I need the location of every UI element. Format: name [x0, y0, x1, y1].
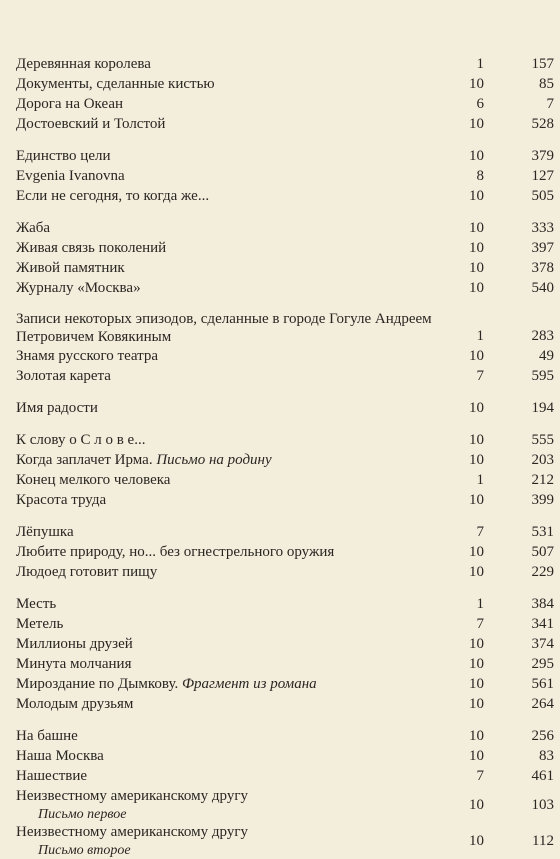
group-divider: [16, 582, 560, 594]
entry-title: [16, 614, 446, 634]
index-entry: [16, 450, 560, 470]
index-entry: [16, 562, 560, 582]
group-divider: [16, 418, 560, 430]
index-entry: [16, 238, 560, 258]
volume-number: 10: [469, 76, 484, 92]
entry-title-text: Если не сегодня, то когда же...: [16, 188, 210, 204]
index-entry: [16, 614, 560, 634]
page-number: 531: [531, 524, 554, 540]
page-number: 194: [531, 400, 554, 416]
volume-number: 7: [476, 768, 484, 784]
index-entry: [16, 594, 560, 614]
entry-title-text: Документы, сделанные кистью: [16, 76, 215, 92]
entry-title: [16, 766, 446, 786]
volume-number: 10: [469, 188, 484, 204]
index-entry: [16, 346, 560, 366]
page-number: 157: [531, 56, 554, 72]
volume-number: 10: [469, 148, 484, 164]
entry-title: [16, 634, 446, 654]
entry-title: [16, 258, 446, 278]
page-number: 7: [546, 96, 554, 112]
page-number: 283: [531, 328, 554, 344]
entry-title-text: Лёпушка: [16, 524, 74, 540]
volume-number: 10: [469, 676, 484, 692]
page-number: 461: [531, 768, 554, 784]
volume-number: 10: [469, 492, 484, 508]
group-divider: [16, 134, 560, 146]
index-entry: [16, 654, 560, 674]
page-number: 507: [531, 544, 554, 560]
page-number: 85: [539, 76, 554, 92]
page-number: 555: [531, 432, 554, 448]
entry-title: [16, 346, 446, 366]
volume-number: 10: [469, 656, 484, 672]
group-divider: [16, 206, 560, 218]
page-number: 341: [531, 616, 554, 632]
entry-title: [16, 746, 446, 766]
entry-title: [16, 594, 446, 614]
entry-title: [16, 674, 446, 694]
volume-number: 10: [469, 797, 484, 813]
index-entry: [16, 218, 560, 238]
page-number: 112: [532, 833, 554, 849]
index-entry: [16, 310, 560, 346]
entry-title-text: Записи некоторых эпизодов, сделанные в городе Гогуле Андреем Петровичем Ковякиным: [16, 311, 432, 345]
group-divider: [16, 386, 560, 398]
volume-number: 10: [469, 452, 484, 468]
entry-title-text: Молодым друзьям: [16, 696, 134, 712]
entry-title: [16, 694, 446, 714]
index-entry: [16, 746, 560, 766]
entry-title: [16, 450, 446, 470]
entry-title-text: Дорога на Океан: [16, 96, 123, 112]
index-entry: [16, 278, 560, 298]
volume-number: 1: [476, 56, 484, 72]
entry-title: [16, 430, 446, 450]
entry-title: [16, 166, 446, 186]
entry-title: [16, 186, 446, 206]
entry-title: [16, 366, 446, 386]
entry-title-text: Когда заплачет Ирма.: [16, 452, 153, 468]
entry-title-text: Живой памятник: [16, 260, 125, 276]
entry-title-text: Людоед готовит пищу: [16, 564, 158, 580]
entry-title-text: Минута молчания: [16, 656, 132, 672]
entry-title: [16, 218, 446, 238]
volume-number: 10: [469, 240, 484, 256]
entry-title: [16, 822, 446, 859]
entry-title-text: Наша Москва: [16, 748, 104, 764]
entry-title: [16, 238, 446, 258]
page-number: 528: [531, 116, 554, 132]
entry-title-text: Метель: [16, 616, 64, 632]
volume-number: 8: [476, 168, 484, 184]
entry-title: [16, 522, 446, 542]
page-number: 264: [531, 696, 554, 712]
page-number: 103: [531, 797, 554, 813]
volume-number: 10: [469, 432, 484, 448]
volume-number: 10: [469, 544, 484, 560]
index-entry: [16, 542, 560, 562]
index-entry: [16, 146, 560, 166]
page-number: 203: [531, 452, 554, 468]
page-number: 505: [531, 188, 554, 204]
page-number: 127: [531, 168, 554, 184]
index-entry: [16, 822, 560, 858]
entry-title-text: Мироздание по Дымкову.: [16, 676, 179, 692]
volume-number: 10: [469, 696, 484, 712]
page-number: 379: [531, 148, 554, 164]
page-number: 399: [531, 492, 554, 508]
title-index: [16, 54, 560, 858]
entry-title: [16, 542, 446, 562]
volume-number: 7: [476, 368, 484, 384]
entry-title: [16, 146, 446, 166]
entry-title: [16, 310, 446, 346]
entry-title: [16, 278, 446, 298]
index-entry: [16, 634, 560, 654]
index-entry: [16, 786, 560, 822]
entry-title-text: Миллионы друзей: [16, 636, 133, 652]
index-entry: [16, 258, 560, 278]
index-entry: [16, 54, 560, 74]
volume-number: 10: [469, 280, 484, 296]
volume-number: 1: [476, 328, 484, 344]
page-number: 83: [539, 748, 554, 764]
entry-title: [16, 398, 446, 418]
entry-title-text: Красота труда: [16, 492, 107, 508]
volume-number: 10: [469, 348, 484, 364]
entry-title-text: Жаба: [16, 220, 51, 236]
volume-number: 10: [469, 564, 484, 580]
entry-title-text: Живая связь поколений: [16, 240, 167, 256]
volume-number: 10: [469, 728, 484, 744]
index-entry: [16, 114, 560, 134]
index-entry: [16, 166, 560, 186]
entry-title: [16, 74, 446, 94]
index-entry: [16, 766, 560, 786]
index-entry: [16, 470, 560, 490]
entry-title-text: Любите природу, но... без огнестрельного оружия: [16, 544, 335, 560]
page-number: 384: [531, 596, 554, 612]
index-entry: [16, 726, 560, 746]
volume-number: 10: [469, 400, 484, 416]
volume-number: 1: [476, 596, 484, 612]
volume-number: 7: [476, 616, 484, 632]
entry-title-text: Достоевский и Толстой: [16, 116, 166, 132]
entry-title-text: Журналу «Москва»: [16, 280, 141, 296]
index-entry: [16, 94, 560, 114]
index-entry: [16, 186, 560, 206]
entry-title-text: Знамя русского театра: [16, 348, 159, 364]
group-divider: [16, 714, 560, 726]
index-entry: [16, 398, 560, 418]
entry-title-italic: Фрагмент из романа: [181, 676, 317, 692]
volume-number: 10: [469, 636, 484, 652]
index-entry: [16, 74, 560, 94]
index-entry: [16, 694, 560, 714]
entry-title-text: Деревянная королева: [16, 56, 151, 72]
volume-number: 10: [469, 833, 484, 849]
entry-subtitle: Письмо первое: [38, 807, 127, 822]
page-number: 333: [531, 220, 554, 236]
page-number: 540: [531, 280, 554, 296]
entry-title-text: Нашествие: [16, 768, 88, 784]
page-number: 595: [531, 368, 554, 384]
entry-title: [16, 726, 446, 746]
group-divider: [16, 298, 560, 310]
volume-number: 7: [476, 524, 484, 540]
page-number: 229: [531, 564, 554, 580]
volume-number: 10: [469, 220, 484, 236]
entry-title: [16, 470, 446, 490]
entry-title: [16, 786, 446, 823]
page-number: 378: [531, 260, 554, 276]
page-number: 374: [531, 636, 554, 652]
entry-title-text: Неизвестному американскому другу: [16, 788, 248, 804]
index-entry: [16, 490, 560, 510]
page-number: 561: [531, 676, 554, 692]
index-entry: [16, 366, 560, 386]
entry-title-text: Evgenia Ivanovna: [16, 168, 125, 184]
index-entry: [16, 522, 560, 542]
group-divider: [16, 510, 560, 522]
entry-title: [16, 54, 446, 74]
entry-title-text: К слову о С л о в е...: [16, 432, 146, 448]
index-entry: [16, 430, 560, 450]
index-entry: [16, 674, 560, 694]
volume-number: 10: [469, 748, 484, 764]
volume-number: 1: [476, 472, 484, 488]
entry-title-text: Имя радости: [16, 400, 98, 416]
page-number: 212: [531, 472, 554, 488]
page-number: 295: [531, 656, 554, 672]
volume-number: 6: [476, 96, 484, 112]
volume-number: 10: [469, 260, 484, 276]
entry-title-text: На башне: [16, 728, 78, 744]
entry-title: [16, 114, 446, 134]
entry-title-text: Неизвестному американскому другу: [16, 824, 248, 840]
page-number: 49: [539, 348, 554, 364]
entry-title-text: Золотая карета: [16, 368, 111, 384]
entry-title-text: Единство цели: [16, 148, 111, 164]
entry-title: [16, 654, 446, 674]
entry-title: [16, 94, 446, 114]
entry-title-italic: Письмо на родину: [156, 452, 272, 468]
volume-number: 10: [469, 116, 484, 132]
page-number: 397: [531, 240, 554, 256]
entry-title-text: Конец мелкого человека: [16, 472, 171, 488]
page-number: 256: [531, 728, 554, 744]
entry-subtitle: Письмо второе: [38, 843, 131, 858]
entry-title: [16, 562, 446, 582]
entry-title: [16, 490, 446, 510]
entry-title-text: Месть: [16, 596, 57, 612]
